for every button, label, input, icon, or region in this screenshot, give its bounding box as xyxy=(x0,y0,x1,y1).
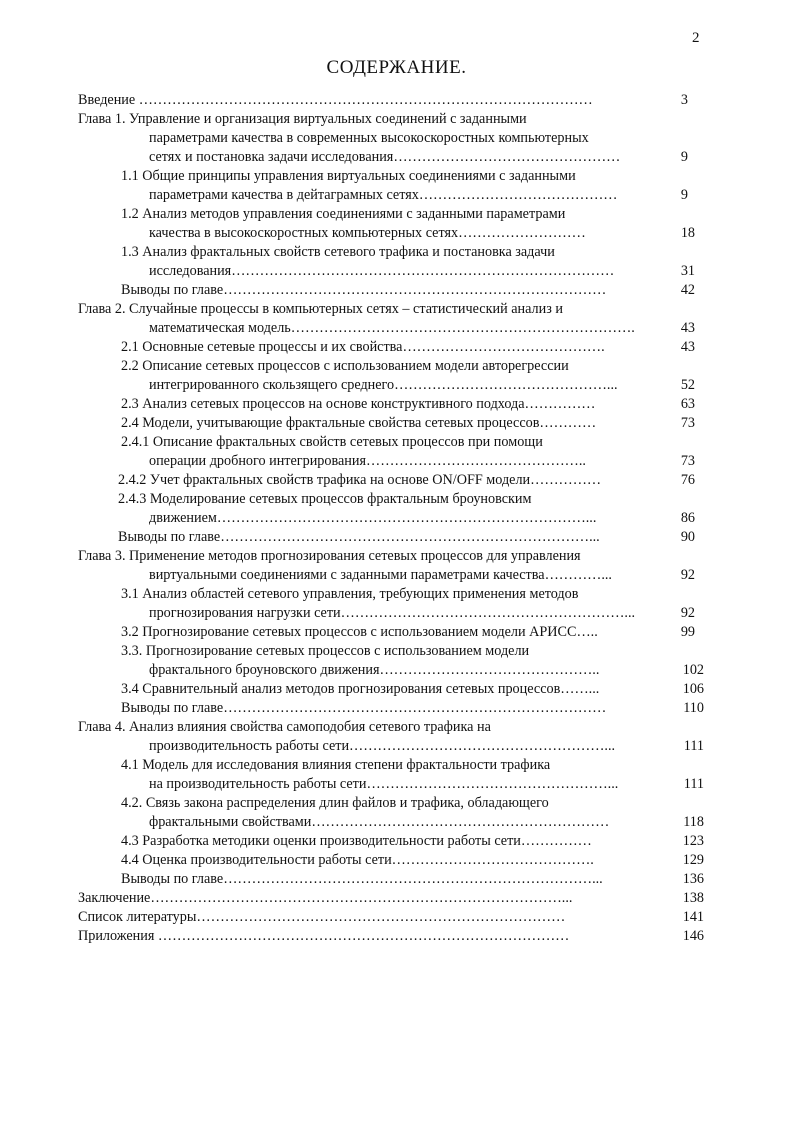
toc-entry-line[interactable]: 3.2 Прогнозирование сетевых процессов с использованием модели АРИСС….. xyxy=(121,624,598,640)
toc-entry-line[interactable]: Список литературы…………………………………………………………………… xyxy=(78,909,566,925)
page-title: СОДЕРЖАНИЕ. xyxy=(326,57,467,78)
toc-entry-page: 90 xyxy=(680,529,695,545)
toc-entry-line[interactable]: математическая модель………………………………………………………………. xyxy=(149,320,635,336)
toc-entry-page: 138 xyxy=(682,890,704,906)
toc-entry-page: 111 xyxy=(683,776,704,792)
toc-entry-line[interactable]: параметрами качества в современных высокоскоростных компьютерных xyxy=(149,130,589,146)
toc-entry-line[interactable]: 2.4.1 Описание фрактальных свойств сетевых процессов при помощи xyxy=(121,434,543,450)
toc-entry-page: 129 xyxy=(682,852,704,868)
toc-entry-line[interactable]: сетях и постановка задачи исследования………………………………………… xyxy=(149,149,621,165)
toc-entry-page: 136 xyxy=(682,871,704,887)
toc-entry-page: 92 xyxy=(680,605,695,621)
toc-entry-page: 102 xyxy=(682,662,704,678)
toc-entry-line[interactable]: 4.2. Связь закона распределения длин файлов и трафика, обладающего xyxy=(121,795,549,811)
toc-entry-line[interactable]: Введение …………………………………………………………………………………… xyxy=(78,92,593,108)
toc-entry-page: 123 xyxy=(682,833,704,849)
toc-entry-line[interactable]: операции дробного интегрирования……………………………………….. xyxy=(149,453,586,469)
toc-entry-line[interactable]: 1.2 Анализ методов управления соединениями с заданными параметрами xyxy=(121,206,566,222)
toc-entry-page: 99 xyxy=(680,624,695,640)
toc-entry-line[interactable]: 1.1 Общие принципы управления виртуальных соединениями с заданными xyxy=(121,168,576,184)
toc-entry-line[interactable]: параметрами качества в дейтаграмных сетях…………………………………… xyxy=(149,187,618,203)
toc-entry-page: 141 xyxy=(682,909,704,925)
toc-entry-line[interactable]: фрактального броуновского движения……………………………………….. xyxy=(149,662,600,678)
toc-entry-line[interactable]: прогнозирования нагрузки сети……………………………………………………... xyxy=(149,605,636,621)
toc-entry-page: 9 xyxy=(680,187,688,203)
toc-entry-line[interactable]: фрактальными свойствами……………………………………………………… xyxy=(149,814,610,830)
toc-entry-line[interactable]: на производительность работы сети……………………………………………... xyxy=(149,776,619,792)
toc-entry-line[interactable]: производительность работы сети………………………………………………... xyxy=(149,738,616,754)
toc-entry-line[interactable]: Глава 1. Управление и организация виртуальных соединений с заданными xyxy=(78,111,527,127)
toc-entry-page: 111 xyxy=(683,738,704,754)
toc-entry-page: 63 xyxy=(680,396,695,412)
toc-entry-page: 76 xyxy=(680,472,695,488)
toc-entry-line[interactable]: 2.4.2 Учет фрактальных свойств трафика на основе ON/OFF модели…………… xyxy=(118,472,602,488)
toc-entry-page: 86 xyxy=(680,510,695,526)
toc-entry-line[interactable]: 3.1 Анализ областей сетевого управления, требующих применения методов xyxy=(121,586,579,602)
toc-entry-line[interactable]: 2.3 Анализ сетевых процессов на основе конструктивного подхода…………… xyxy=(121,396,596,412)
page-number: 2 xyxy=(692,30,700,46)
toc-entry-line[interactable]: Выводы по главе……………………………………………………………………… xyxy=(121,282,607,298)
toc-entry-page: 9 xyxy=(680,149,688,165)
toc-entry-line[interactable]: 2.2 Описание сетевых процессов с использованием модели авторегрессии xyxy=(121,358,569,374)
toc-entry-line[interactable]: 4.3 Разработка методики оценки производительности работы сети…………… xyxy=(121,833,592,849)
toc-entry-line[interactable]: Выводы по главе……………………………………………………………………... xyxy=(118,529,600,545)
toc-entry-page: 42 xyxy=(680,282,695,298)
toc-entry-line[interactable]: виртуальными соединениями с заданными параметрами качества…………... xyxy=(149,567,612,583)
toc-entry-line[interactable]: 2.4.3 Моделирование сетевых процессов фрактальным броуновским xyxy=(118,491,532,507)
toc-entry-line[interactable]: Заключение……………………………………………………………………………... xyxy=(78,890,573,906)
toc-entry-line[interactable]: 3.4 Сравнительный анализ методов прогнозирования сетевых процессов……... xyxy=(121,681,600,697)
toc-entry-page: 118 xyxy=(683,814,704,830)
toc-entry-line[interactable]: Глава 4. Анализ влияния свойства самоподобия сетевого трафика на xyxy=(78,719,491,735)
toc-entry-page: 52 xyxy=(680,377,695,393)
toc-entry-line[interactable]: Приложения …………………………………………………………………………… xyxy=(78,928,570,944)
toc-entry-line[interactable]: 3.3. Прогнозирование сетевых процессов с использованием модели xyxy=(121,643,530,659)
toc-entry-page: 146 xyxy=(682,928,704,944)
toc-entry-line[interactable]: Выводы по главе……………………………………………………………………… xyxy=(121,700,607,716)
toc-entry-page: 73 xyxy=(680,415,695,431)
toc-entry-page: 18 xyxy=(680,225,695,241)
toc-entry-page: 3 xyxy=(680,92,688,108)
toc-entry-line[interactable]: 4.4 Оценка производительности работы сети……………………………………. xyxy=(121,852,594,868)
toc-entry-line[interactable]: 2.4 Модели, учитывающие фрактальные свойства сетевых процессов………… xyxy=(121,415,597,431)
toc-entry-page: 73 xyxy=(680,453,695,469)
toc-entry-page: 106 xyxy=(682,681,704,697)
toc-entry-page: 31 xyxy=(680,263,695,279)
toc-entry-line[interactable]: интегрированного скользящего среднего………………………………………... xyxy=(149,377,618,393)
toc-entry-line[interactable]: качества в высокоскоростных компьютерных сетях……………………… xyxy=(149,225,586,241)
toc-entry-line[interactable]: 1.3 Анализ фрактальных свойств сетевого трафика и постановка задачи xyxy=(121,244,555,260)
toc-entry-page: 92 xyxy=(680,567,695,583)
toc-entry-page: 43 xyxy=(680,320,695,336)
toc-entry-line[interactable]: 4.1 Модель для исследования влияния степени фрактальности трафика xyxy=(121,757,551,773)
toc-entry-line[interactable]: 2.1 Основные сетевые процессы и их свойства……………………………………. xyxy=(121,339,605,355)
toc-entry-line[interactable]: Выводы по главе……………………………………………………………………... xyxy=(121,871,603,887)
toc-entry-page: 110 xyxy=(683,700,704,716)
toc-entry-page: 43 xyxy=(680,339,695,355)
toc-entry-line[interactable]: исследования……………………………………………………………………… xyxy=(149,263,615,279)
toc-entry-line[interactable]: Глава 2. Случайные процессы в компьютерных сетях – статистический анализ и xyxy=(78,301,563,317)
toc-entry-line[interactable]: Глава 3. Применение методов прогнозирования сетевых процессов для управления xyxy=(78,548,581,564)
toc-entry-line[interactable]: движением……………………………………………………………………... xyxy=(149,510,597,526)
